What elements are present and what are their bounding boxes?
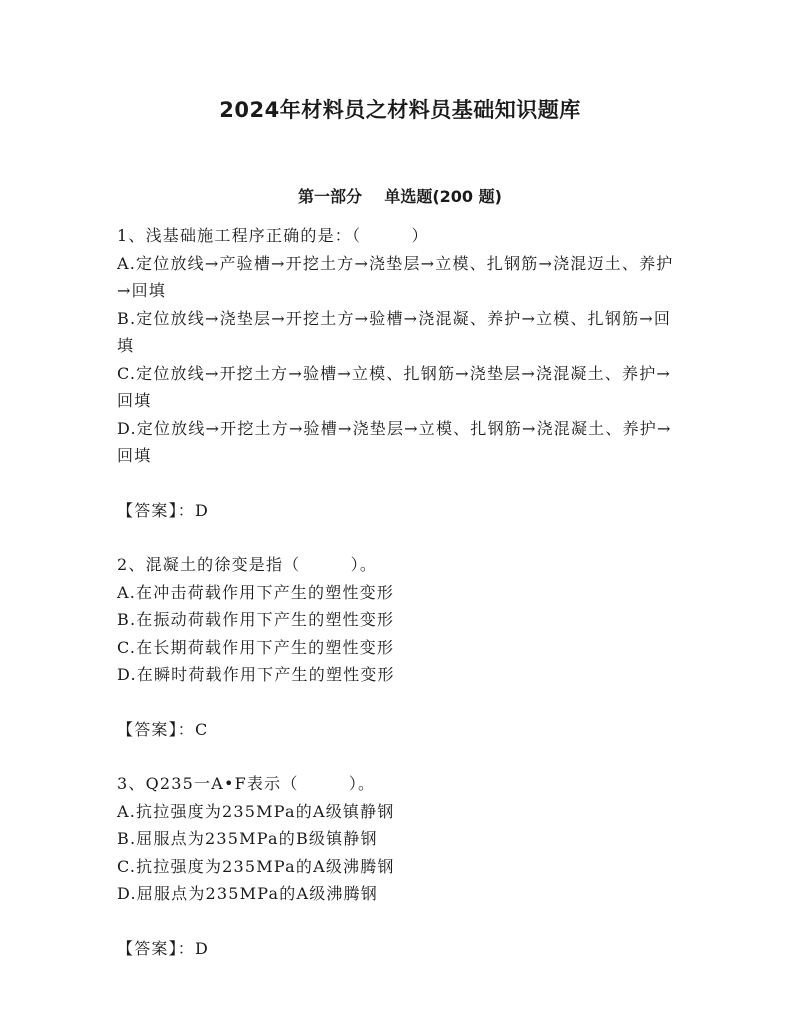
option-a: A.在冲击荷载作用下产生的塑性变形 xyxy=(117,582,395,602)
question-stem: 3、Q235一A•F表示（ ）。 xyxy=(117,774,376,793)
document-title: 2024年材料员之材料员基础知识题库 xyxy=(219,98,581,122)
option-b: B.屈服点为235MPa的B级镇静钢 xyxy=(117,829,378,848)
option-c: C.在长期荷载作用下产生的塑性变形 xyxy=(117,637,395,657)
option-b: B.定位放线→浇垫层→开挖土方→验槽→浇混凝、养护→立模、扎钢筋→回填 xyxy=(117,308,672,355)
answer-label: 【答案】： xyxy=(117,938,196,958)
option-b: B.在振动荷载作用下产生的塑性变形 xyxy=(117,610,395,629)
question-stem: 2、混凝土的徐变是指（ ）。 xyxy=(117,555,378,574)
option-c: C.定位放线→开挖土方→验槽→立模、扎钢筋→浇垫层→浇混凝土、养护→回填 xyxy=(117,363,671,410)
question-stem: 1、浅基础施工程序正确的是：（ ） xyxy=(117,226,429,245)
option-c: C.抗拉强度为235MPa的A级沸腾钢 xyxy=(117,856,395,876)
answer-label: 【答案】： xyxy=(117,719,196,739)
answer-line xyxy=(117,497,683,525)
answer-line xyxy=(117,716,683,744)
option-a: A.抗拉强度为235MPa的A级镇静钢 xyxy=(117,801,395,821)
question-1 xyxy=(117,222,683,524)
option-d: D.在瞬时荷载作用下产生的塑性变形 xyxy=(117,665,395,684)
answer-value: D xyxy=(195,500,210,520)
answer-value: C xyxy=(195,719,209,739)
option-d: D.屈服点为235MPa的A级沸腾钢 xyxy=(117,884,379,903)
option-d: D.定位放线→开挖土方→验槽→浇垫层→立模、扎钢筋→浇混凝土、养护→回填 xyxy=(117,418,672,465)
question-list xyxy=(117,222,683,989)
section-title: 第一部分 单选题(200 题) xyxy=(298,187,502,206)
answer-label: 【答案】： xyxy=(117,500,196,520)
option-a: A.定位放线→产验槽→开挖土方→浇垫层→立模、扎钢筋→浇混迈土、养护→回填 xyxy=(117,253,674,300)
question-2 xyxy=(117,551,683,743)
answer-line xyxy=(117,935,683,963)
question-3 xyxy=(117,770,683,962)
answer-value: D xyxy=(195,938,210,958)
